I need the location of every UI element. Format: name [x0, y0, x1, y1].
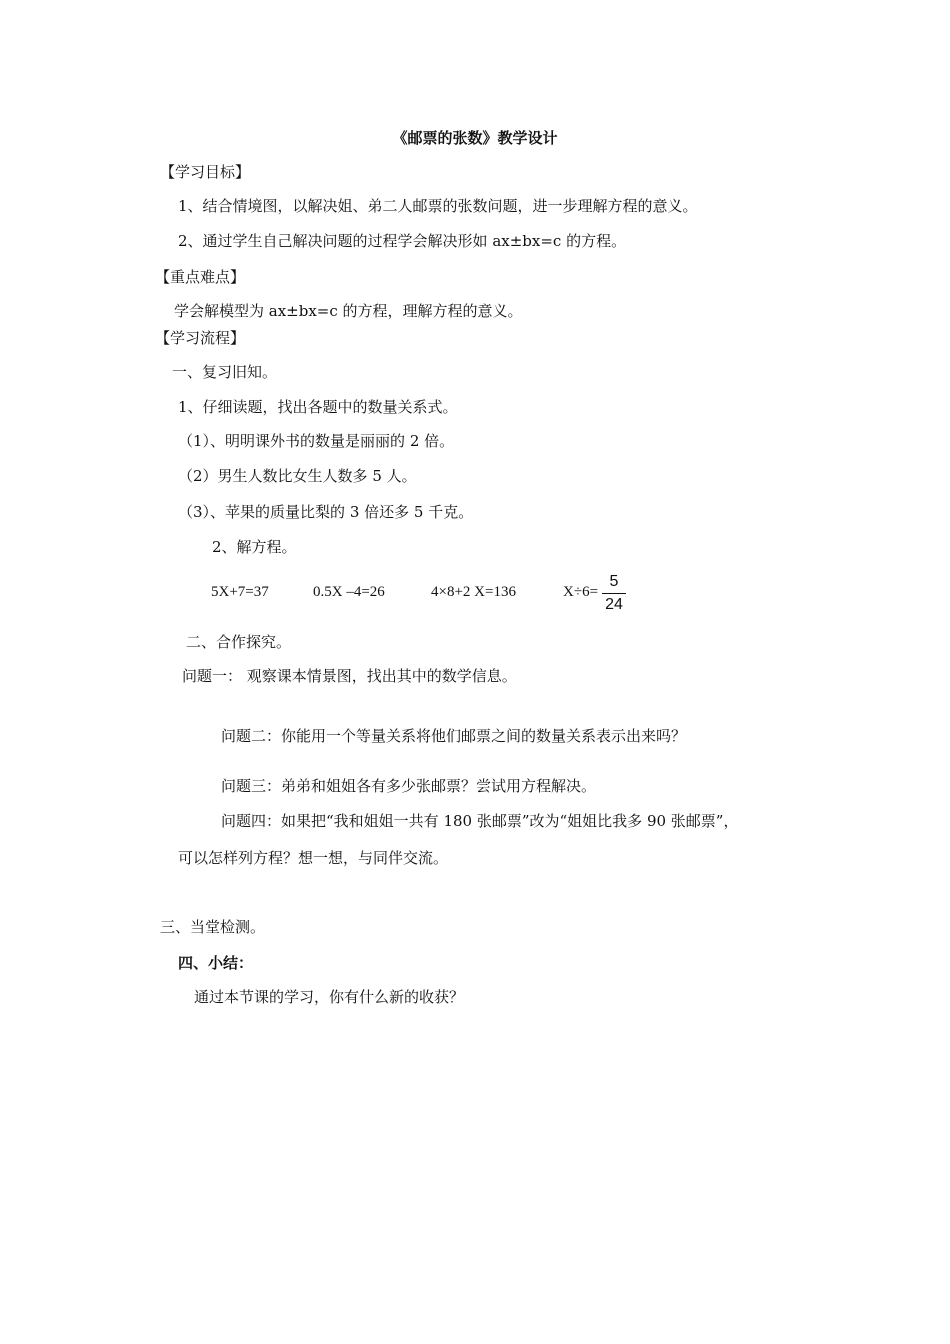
equation-4-prefix: X÷6= [563, 584, 599, 600]
summary-heading: 四、小结： [178, 954, 254, 972]
document-title: 《邮票的张数》教学设计 [392, 129, 558, 147]
review-heading: 一、复习旧知。 [172, 363, 278, 381]
equation-1: 5X+7=37 [211, 584, 269, 600]
equation-2: 0.5X –4=26 [313, 584, 385, 600]
review-item-1c: （3）、苹果的质量比梨的 3 倍还多 5 千克。 [178, 503, 474, 521]
fraction-numerator: 5 [609, 573, 619, 590]
test-heading: 三、当堂检测。 [160, 918, 266, 936]
fraction-denominator: 24 [605, 596, 623, 613]
question-2: 问题二：你能用一个等量关系将他们邮票之间的数量关系表示出来吗？ [221, 727, 687, 745]
review-item-1b: （2）男生人数比女生人数多 5 人。 [178, 467, 417, 485]
review-item-2: 2、解方程。 [212, 538, 297, 556]
review-item-1a: （1）、明明课外书的数量是丽丽的 2 倍。 [178, 432, 455, 450]
review-item-1: 1、仔细读题，找出各题中的数量关系式。 [178, 398, 458, 416]
equation-3: 4×8+2 X=136 [431, 584, 516, 600]
question-4-line-1: 问题四：如果把“我和姐姐一共有 180 张邮票”改为“姐姐比我多 90 张邮票”， [221, 812, 739, 830]
goals-heading: 【学习目标】 [160, 163, 251, 181]
question-4-line-2: 可以怎样列方程？想一想，与同伴交流。 [178, 849, 449, 867]
keypoints-heading: 【重点难点】 [155, 268, 246, 286]
fraction-bar [602, 593, 626, 594]
summary-text: 通过本节课的学习，你有什么新的收获？ [194, 988, 465, 1006]
question-3: 问题三：弟弟和姐姐各有多少张邮票？尝试用方程解决。 [221, 777, 597, 795]
question-1: 问题一： 观察课本情景图，找出其中的数学信息。 [182, 667, 517, 685]
explore-heading: 二、合作探究。 [186, 633, 292, 651]
keypoints-text: 学会解模型为 ax±bx=c 的方程，理解方程的意义。 [174, 302, 523, 320]
process-heading: 【学习流程】 [155, 329, 246, 347]
goal-2: 2、通过学生自己解决问题的过程学会解决形如 ax±bx=c 的方程。 [178, 232, 627, 250]
equation-4-fraction [602, 572, 626, 615]
goal-1: 1、结合情境图，以解决姐、弟二人邮票的张数问题，进一步理解方程的意义。 [178, 197, 698, 215]
